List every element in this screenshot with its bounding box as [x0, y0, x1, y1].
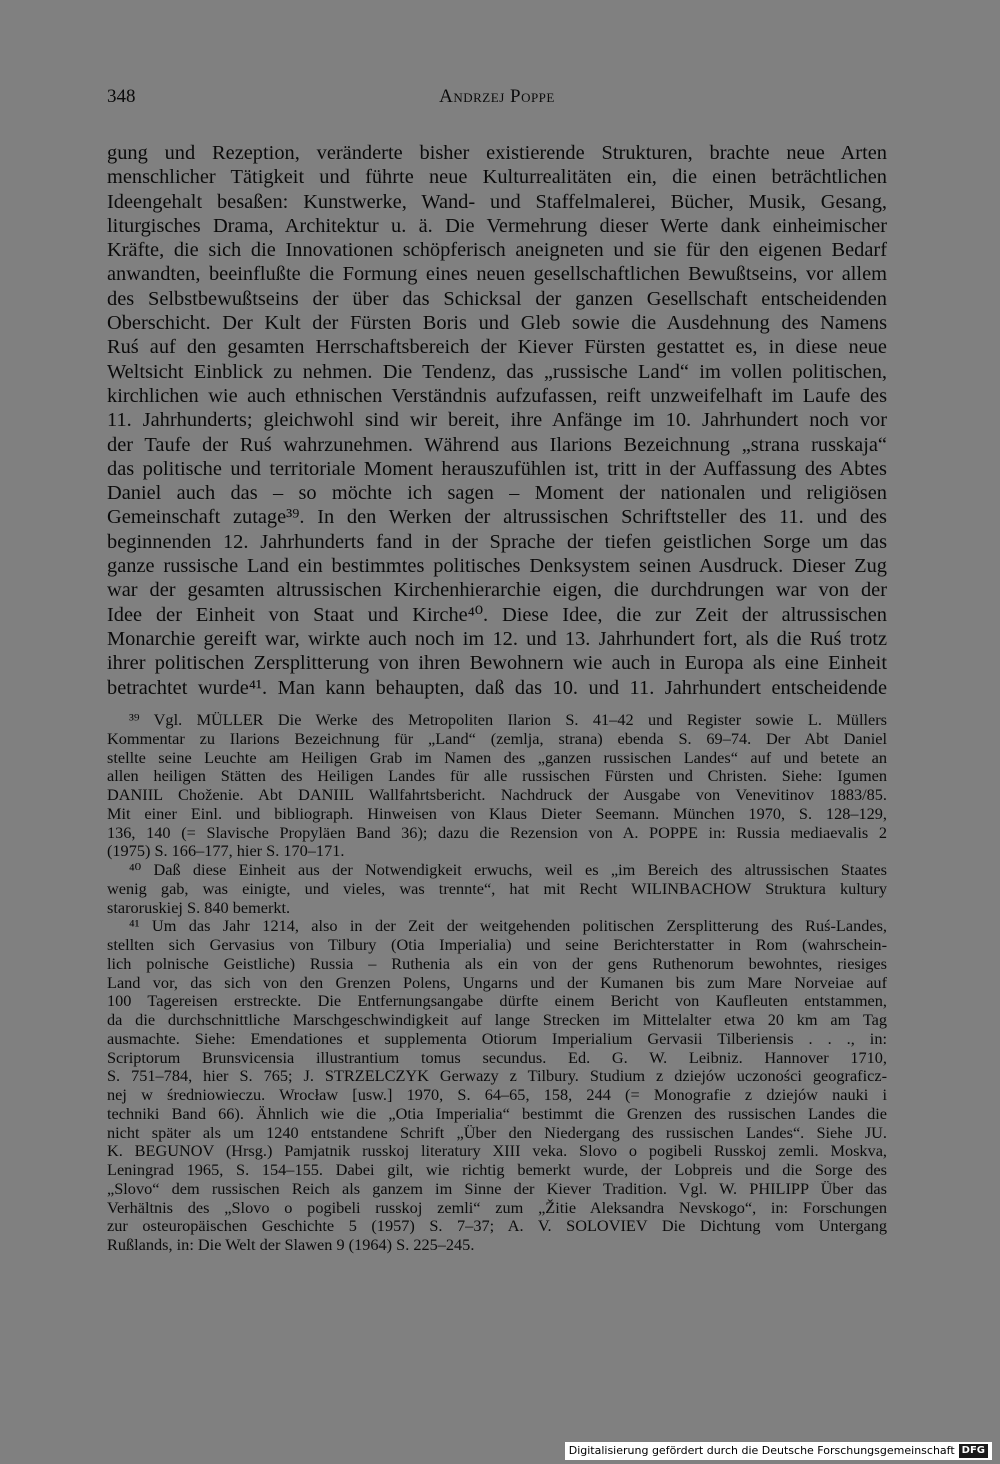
- body-text-line: betrachtet wurde⁴¹. Man kann behaupten, daß das 10. und 11. Jahrhundert entscheidende: [107, 676, 887, 699]
- running-head-author: Andrzej Poppe: [439, 86, 555, 107]
- digitization-credit: [565, 1442, 992, 1460]
- body-text-line: Monarchie gereift war, wirkte auch noch im 12. und 13. Jahrhundert fort, als die Ruś trotz: [107, 627, 887, 650]
- body-text-line: der Taufe der Ruś wahrzunehmen. Während aus Ilarions Bezeichnung „strana russkaja“: [107, 433, 887, 456]
- footnote-line: Mit einer Einl. und bibliograph. Hinweisen von Klaus Dieter Seemann. München 1970, S. 128–129,: [107, 804, 887, 823]
- footnote-line: techniki Band 66). Ähnlich wie die „Otia Imperialia“ bestimmt die Grenzen des russischen Landes die: [107, 1104, 887, 1123]
- footnote-line: 136, 140 (= Slavische Propyläen Band 36); dazu die Rezension von A. POPPE in: Russia mediaevalis 2: [107, 823, 887, 842]
- footnote-line: Kommentar zu Ilarions Bezeichnung für „Land“ (zemlja, strana) ebenda S. 69–74. Der Abt Daniel: [107, 729, 887, 748]
- footnote-line: ³⁹ Vgl. MÜLLER Die Werke des Metropoliten Ilarion S. 41–42 und Register sowie L. Müllers: [129, 711, 887, 729]
- body-text-line: anwandten, beeinflußte die Formung eines neuen gesellschaftlichen Bewußtseins, vor allem: [107, 263, 887, 286]
- footnote-line: S. 751–784, hier S. 765; J. STRZELCZYK Gerwazy z Tilbury. Studium z dziejów uczoności geograficz-: [107, 1067, 887, 1086]
- footnote-line: stellten sich Gervasius von Tilbury (Otia Imperialia) und seine Berichterstatter in Rom (wahrschein-: [107, 936, 887, 954]
- footnote-line: da die durchschnittliche Marschgeschwindigkeit auf lange Strecken im Mittelalter etwa 20 km am Tag: [107, 1011, 887, 1029]
- footnote-line: lich polnische Geistliche) Russia – Ruthenia als ein von der gens Ruthenorum bewohntes, riesiges: [107, 954, 887, 973]
- running-head: [107, 86, 887, 116]
- body-text-line: Idee der Einheit von Staat und Kirche⁴⁰. Diese Idee, die zur Zeit der altrussischen: [107, 603, 887, 626]
- body-text-line: Kräfte, die sich die Innovationen schöpferisch aneigneten und sie für den eigenen Bedarf: [107, 239, 887, 262]
- footnote-line: Rußlands, in: Die Welt der Slawen 9 (1964) S. 225–245.: [107, 1236, 475, 1254]
- footnote-line: zur osteuropäischen Geschichte 5 (1957) S. 7–37; A. V. SOLOVIEV Die Dichtung vom Untergang: [107, 1217, 887, 1236]
- footnote-line: allen heiligen Stätten des Heiligen Landes für alle russischen Fürsten und Christen. Siehe: Igumen: [107, 767, 887, 786]
- footnote-line: staroruskiej S. 840 bemerkt.: [107, 898, 291, 917]
- footnote-line: Verhältnis des „Slovo o pogibeli russkoj zemli“ zum „Žitie Aleksandra Nevskogo“, in: Forschungen: [107, 1198, 887, 1217]
- body-text-line: ganze russische Land ein bestimmtes politisches Denksystem seinen Ausdruck. Dieser Zug: [107, 555, 887, 578]
- footnote-line: stellte seine Leuchte am Heiligen Grab im Namen des „ganzen russischen Landes“ auf und betete an: [107, 748, 887, 767]
- footnote-line: wenig gab, was einigte, und vieles, was trennte“, hat mit Recht WILINBACHOW Struktura kultury: [107, 879, 887, 898]
- footnote-line: ausmachte. Siehe: Emendationes et supplementa Otiorum Imperialium Gervasii Tilberiensis . . ., in:: [107, 1029, 887, 1048]
- footnote-line: 100 Tagereisen erstreckte. Die Entfernungsangabe dürfte einem Bericht von Kaufleuten entstammen,: [107, 992, 887, 1011]
- footnote-line: nej w średniowieczu. Wrocław [usw.] 1970, S. 64–65, 158, 244 (= Monografie z dziejów nauki i: [107, 1086, 887, 1104]
- page-number: 348: [107, 86, 136, 107]
- footnote-line: DANIIL Choženie. Abt DANIIL Wallfahrtsbericht. Nachdruck der Ausgabe von Venevitinov 1883/85.: [107, 786, 887, 804]
- body-text-line: Oberschicht. Der Kult der Fürsten Boris und Gleb sowie die Ausdehnung des Namens: [107, 312, 887, 335]
- body-text-line: Daniel auch das – so möchte ich sagen – Moment der nationalen und religiösen: [107, 482, 887, 505]
- footnote-line: nicht später als um 1240 entstandene Schrift „Über den Niedergang des russischen Landes“. Siehe JU.: [107, 1123, 887, 1142]
- body-text-line: liturgisches Drama, Architektur u. ä. Die Vermehrung dieser Werte dank einheimischer: [107, 214, 887, 237]
- body-text-line: Gemeinschaft zutage³⁹. In den Werken der altrussischen Schriftsteller des 11. und des: [107, 506, 887, 529]
- body-text: [107, 141, 887, 700]
- body-text-line: des Selbstbewußtseins der über das Schicksal der ganzen Gesellschaft entscheidenden: [107, 287, 887, 310]
- body-text-line: war der gesamten altrussischen Kirchenhierarchie eigen, die durchdrungen war von der: [107, 579, 887, 602]
- footnote-line: „Slovo“ dem russischen Reich als ganzem im Sinne der Kiever Tradition. Vgl. W. PHILIPP Über das: [107, 1179, 887, 1198]
- footnote-line: ⁴¹ Um das Jahr 1214, also in der Zeit der weitgehenden politischen Zersplitterung des Ruś-Landes,: [129, 917, 887, 936]
- body-text-line: Weltsicht Einblick zu nehmen. Die Tendenz, das „russische Land“ im vollen politischen,: [107, 360, 887, 383]
- body-text-line: das politische und territoriale Moment herauszufühlen ist, tritt in der Auffassung des Abtes: [107, 457, 887, 480]
- footnote-line: K. BEGUNOV (Hrsg.) Pamjatnik russkoj literatury XIII veka. Slovo o pogibeli Russkoj zemli. Moskva,: [107, 1142, 887, 1161]
- body-text-line: kirchlichen wie auch ethnischen Verständnis aufzufassen, reift unzweifelhaft im Laufe des: [107, 384, 887, 407]
- footnote-line: Land vor, das sich von den Grenzen Polens, Ungarns und der Kumanen bis zum Mare Norveiae auf: [107, 973, 887, 992]
- credit-text: Digitalisierung gefördert durch die Deutsche Forschungsgemeinschaft: [568, 1444, 955, 1457]
- body-text-line: ihrer politischen Zersplitterung von ihren Bewohnern wie auch in Europa als eine Einheit: [107, 652, 887, 675]
- footnote-line: Leningrad 1965, S. 154–155. Dabei gilt, wie richtig bemerkt wurde, der Lobpreis und die Sorge des: [107, 1161, 887, 1179]
- footnote-line: Scriptorum Brunsvicensia illustrantium tomus secundus. Ed. G. W. Leibniz. Hannover 1710,: [107, 1048, 887, 1067]
- body-text-line: Ideengehalt besaßen: Kunstwerke, Wand- und Staffelmalerei, Bücher, Musik, Gesang,: [107, 190, 887, 213]
- body-text-line: Ruś auf den gesamten Herrschaftsbereich der Kiever Fürsten gestattet es, in diese neue: [107, 336, 887, 359]
- body-text-line: menschlicher Tätigkeit und führte neue Kulturrealitäten ein, die einen beträchtlichen: [107, 166, 887, 189]
- body-text-line: 11. Jahrhunderts; gleichwohl sind wir bereit, ihre Anfänge im 10. Jahrhundert noch vor: [107, 409, 887, 432]
- body-text-line: gung und Rezeption, veränderte bisher existierende Strukturen, brachte neue Arten: [107, 142, 887, 164]
- footnotes: [107, 711, 887, 1255]
- footnote-line: (1975) S. 166–177, hier S. 170–171.: [107, 842, 345, 861]
- body-text-line: beginnenden 12. Jahrhunderts fand in der Sprache der tiefen geistlichen Sorge um das: [107, 530, 887, 553]
- dfg-logo: DFG: [959, 1444, 988, 1458]
- footnote-line: ⁴⁰ Daß diese Einheit aus der Notwendigkeit erwuchs, weil es „im Bereich des altrussischen Staates: [129, 861, 887, 879]
